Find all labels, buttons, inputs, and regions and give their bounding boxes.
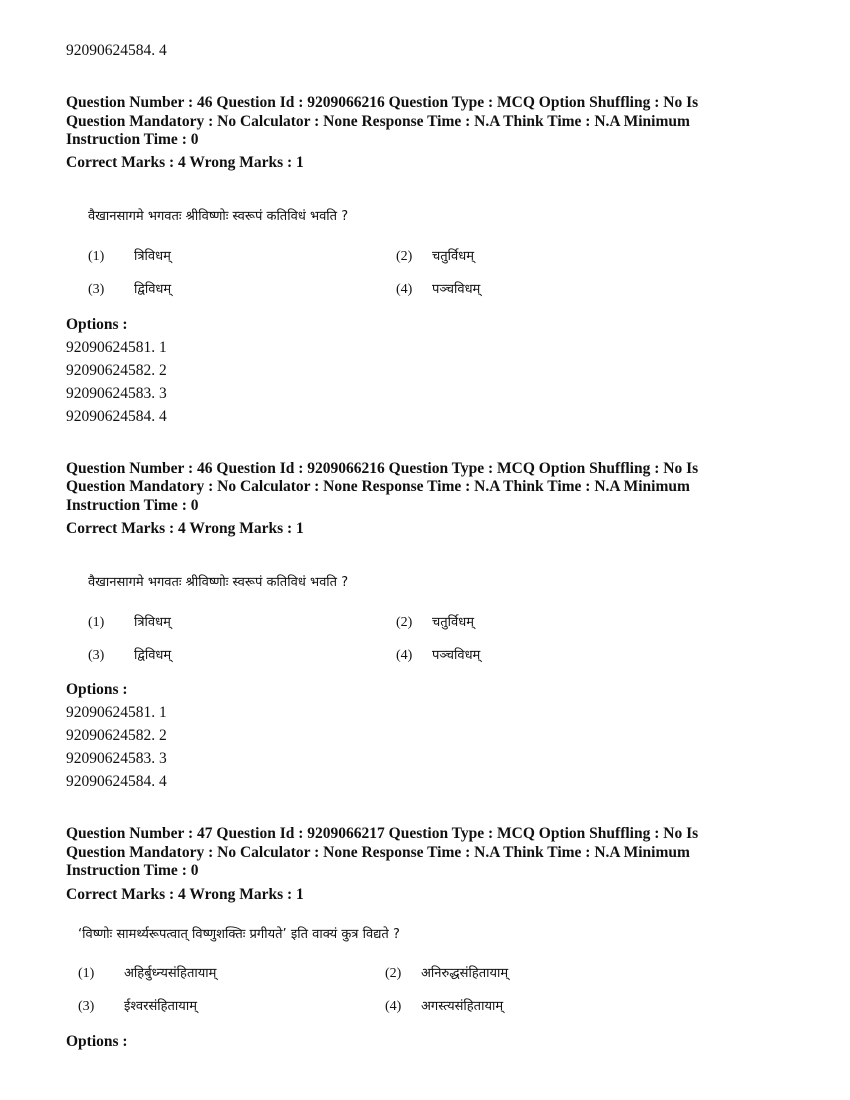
question-header-line: Instruction Time : 0 [66,131,199,148]
choice-text: द्विविधम् [134,282,172,297]
question-header-line: Question Number : 46 Question Id : 9209066216 Question Type : MCQ Option Shuffling : No Is [66,460,699,477]
choice-text: त्रिविधम् [134,615,171,630]
choice-2 [396,246,474,265]
choice-text: अनिरुद्धसंहितायाम् [421,966,509,981]
question-header-line: Instruction Time : 0 [66,497,199,514]
choice-4 [396,645,480,664]
choice-3 [78,996,197,1015]
question-header-line: Question Number : 47 Question Id : 9209066217 Question Type : MCQ Option Shuffling : No Is [66,825,699,842]
question-header-line: Question Mandatory : No Calculator : None Response Time : N.A Think Time : N.A Minimum [66,844,690,861]
choice-4 [385,996,503,1015]
question-text: वैखानसागमे भगवतः श्रीविष्णोः स्वरूपं कतिविधं भवति ? [88,575,349,590]
choice-text: चतुर्विधम् [432,249,475,264]
choice-2 [385,963,508,982]
choice-1 [88,246,171,265]
choice-number: (1) [78,966,95,981]
choice-number: (3) [88,282,105,297]
choice-number: (3) [88,648,105,663]
choice-text: त्रिविधम् [134,249,171,264]
option-line: 92090624582. 2 [66,727,167,744]
choice-text: अगस्त्यसंहितायाम् [421,999,504,1014]
option-line: 92090624583. 3 [66,385,167,402]
option-line: 92090624584. 4 [66,408,167,425]
options-label: Options : [66,316,128,333]
previous-option-line: 92090624584. 4 [66,42,167,59]
option-line: 92090624582. 2 [66,362,167,379]
choice-number: (2) [396,615,413,630]
choice-2 [396,612,474,631]
options-label: Options : [66,681,128,698]
choice-number: (4) [385,999,402,1014]
option-line: 92090624583. 3 [66,750,167,767]
choice-text: अहिर्बुध्न्यसंहितायाम् [124,966,217,981]
option-line: 92090624584. 4 [66,773,167,790]
choice-number: (4) [396,648,413,663]
choice-text: पञ्चविधम् [432,648,481,663]
option-line: 92090624581. 1 [66,339,167,356]
marks-line: Correct Marks : 4 Wrong Marks : 1 [66,520,304,537]
question-header-line: Instruction Time : 0 [66,862,199,879]
choice-text: द्विविधम् [134,648,172,663]
option-line: 92090624581. 1 [66,704,167,721]
choice-1 [88,612,171,631]
choice-text: ईश्वरसंहितायाम् [124,999,197,1014]
choice-number: (1) [88,249,105,264]
question-header-line: Question Mandatory : No Calculator : None Response Time : N.A Think Time : N.A Minimum [66,478,690,495]
choice-3 [88,279,171,298]
options-label: Options : [66,1033,128,1050]
choice-number: (2) [396,249,413,264]
marks-line: Correct Marks : 4 Wrong Marks : 1 [66,886,304,903]
choice-number: (1) [88,615,105,630]
choice-text: चतुर्विधम् [432,615,475,630]
choice-4 [396,279,480,298]
question-header-line: Question Mandatory : No Calculator : None Response Time : N.A Think Time : N.A Minimum [66,113,690,130]
question-header-line: Question Number : 46 Question Id : 9209066216 Question Type : MCQ Option Shuffling : No Is [66,94,699,111]
choice-3 [88,645,171,664]
question-text: वैखानसागमे भगवतः श्रीविष्णोः स्वरूपं कतिविधं भवति ? [88,209,349,224]
choice-text: पञ्चविधम् [432,282,481,297]
question-text: ‘विष्णोः सामर्थ्यरूपत्वात् विष्णुशक्तिः प्रगीयते’ इति वाक्यं कुत्र विद्यते ? [78,927,400,942]
choice-number: (4) [396,282,413,297]
choice-number: (2) [385,966,402,981]
choice-number: (3) [78,999,95,1014]
marks-line: Correct Marks : 4 Wrong Marks : 1 [66,154,304,171]
choice-1 [78,963,216,982]
